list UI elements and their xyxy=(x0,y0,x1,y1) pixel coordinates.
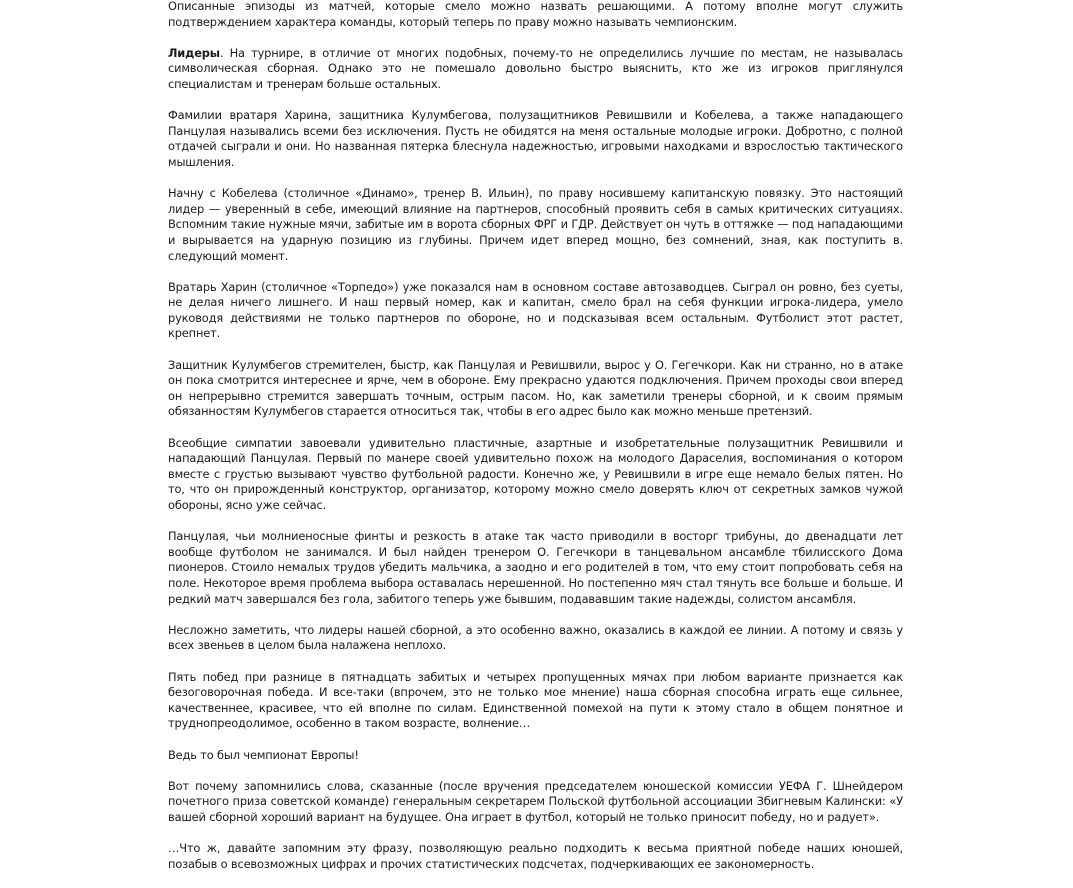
paragraph-4 xyxy=(168,186,903,264)
paragraph-10 xyxy=(168,670,903,732)
paragraph-1 xyxy=(168,0,903,30)
paragraph-11 xyxy=(168,748,903,764)
section-heading-leaders: Лидеры xyxy=(168,45,220,60)
paragraph-text: Панцулая, чьи молниеносные финты и резкость в атаке так часто приводили в восторг трибуны, до двенадцати лет вообще футболом не занимался. И был найден тренером О. Гегечкори в танцевальном ансамбле тбилисского Дома пионеров. Стоило немалых трудов убедить мальчика, а заодно и его родителей в том, что ему стоит попробовать себя на поле. Некоторое время проблема выбора оставалась нерешенной. Но постепенно мяч стал тянуть все больше и больше. И редкий матч завершался без гола, забитого теперь уже бывшим, подававшим такие надежды, солистом ансамбля. xyxy=(168,529,903,606)
paragraph-5 xyxy=(168,280,903,342)
paragraph-text: . На турнире, в отличие от многих подобных, почему-то не определились лучшие по местам, не называлась символическая сборная. Однако это не помешало довольно быстро выяснить, кто же из игроков приглянулся специалистам и тренерам больше остальных. xyxy=(168,45,903,91)
paragraph-text: Начну с Кобелева (столичное «Динамо», тренер В. Ильин), по праву носившему капитанскую повязку. Это настоящий лидер — уверенный в себе, имеющий влияние на партнеров, способный проявить себя в самых критических ситуациях. Вспомним такие нужные мячи, забитые им в ворота сборных ФРГ и ГДР. Действует он чуть в оттяжке — под нападающими и вырывается на ударную позицию из глубины. Причем идет вперед мощно, без сомнений, зная, как поступить в. следующий момент. xyxy=(168,186,903,263)
paragraph-2 xyxy=(168,46,903,93)
paragraph-text: Описанные эпизоды из матчей, которые смело можно назвать решающими. А потому вполне могут служить подтверждением характера команды, который теперь по праву можно называть чемпионским. xyxy=(168,0,903,29)
paragraph-text: Вратарь Харин (столичное «Торпедо») уже показался нам в основном составе автозаводцев. Сыграл он ровно, без суеты, не делая ничего лишнего. И наш первый номер, как и капитан, смело брал на себя функции игрока-лидера, умело руководя действиями не только партнеров по обороне, но и подсказывая всем остальным. Футболист этот растет, крепнет. xyxy=(168,279,903,341)
paragraph-8 xyxy=(168,529,903,607)
paragraph-3 xyxy=(168,108,903,170)
paragraph-text: Пять побед при разнице в пятнадцать забитых и четырех пропущенных мячах при любом варианте признается как безоговорочная победа. И все-таки (впрочем, это не только мое мнение) наша сборная способна играть еще сильнее, качественнее, красивее, что ей вполне по силам. Единственной помехой на пути к этому стало в общем понятное и труднопреодолимое, особенно в таком возрасте, волнение… xyxy=(168,669,903,731)
paragraph-6 xyxy=(168,358,903,420)
article-body xyxy=(168,0,903,888)
paragraph-12 xyxy=(168,779,903,826)
paragraph-13 xyxy=(168,841,903,872)
paragraph-text: Несложно заметить, что лидеры нашей сборной, а это особенно важно, оказались в каждой ее линии. А потому и связь у всех звеньев в целом была налажена неплохо. xyxy=(168,622,903,653)
paragraph-text: Вот почему запомнились слова, сказанные (после вручения председателем юношеской комиссии УЕФА Г. Шнейдером почетного приза советской команде) генеральным секретарем Польской футбольной ассоциации Збигневым Калински: «У вашей сборной хороший вариант на будущее. Она играет в футбол, который не только приносит победу, но и радует». xyxy=(168,778,903,824)
paragraph-text: Всеобщие симпатии завоевали удивительно пластичные, азартные и изобретательные полузащитник Ревишвили и нападающий Панцулая. Первый по манере своей удивительно похож на молодого Дараселия, воспоминания о котором вместе с грустью вызывают чувство футбольной радости. Конечно же, у Ревишвили в игре еще немало белых пятен. Но то, что он прирожденный конструктор, организатор, которому можно смело доверять ключ от секретных замков чужой обороны, ясно уже сейчас. xyxy=(168,435,903,512)
paragraph-text: Защитник Кулумбегов стремителен, быстр, как Панцулая и Ревишвили, вырос у О. Гегечкори. Как ни странно, но в атаке он пока смотрится интереснее и ярче, чем в обороне. Ему прекрасно удаются подключения. Причем проходы свои вперед он непрерывно стремится завершать точным, острым пасом. Но, как заметили тренеры сборной, и к своим прямым обязанностям Кулумбегов старается относиться так, чтобы в его адрес было как можно меньше претензий. xyxy=(168,357,903,419)
paragraph-text: Ведь то был чемпионат Европы! xyxy=(168,747,359,762)
paragraph-9 xyxy=(168,623,903,654)
paragraph-text: Фамилии вратаря Харина, защитника Кулумбегова, полузащитников Ревишвили и Кобелева, а также нападающего Панцулая назывались всеми без исключения. Пусть не обидятся на меня остальные молодые игроки. Добротно, с полной отдачей сыграли и они. Но названная пятерка блеснула надежностью, игровыми находками и взрослостью тактического мышления. xyxy=(168,108,903,169)
paragraph-7 xyxy=(168,436,903,514)
paragraph-text: …Что ж, давайте запомним эту фразу, позволяющую реально подходить к весьма приятной победе наших юношей, позабыв о всевозможных цифрах и прочих статистических подсчетах, подчеркивающих ее закономерность. xyxy=(168,841,903,871)
